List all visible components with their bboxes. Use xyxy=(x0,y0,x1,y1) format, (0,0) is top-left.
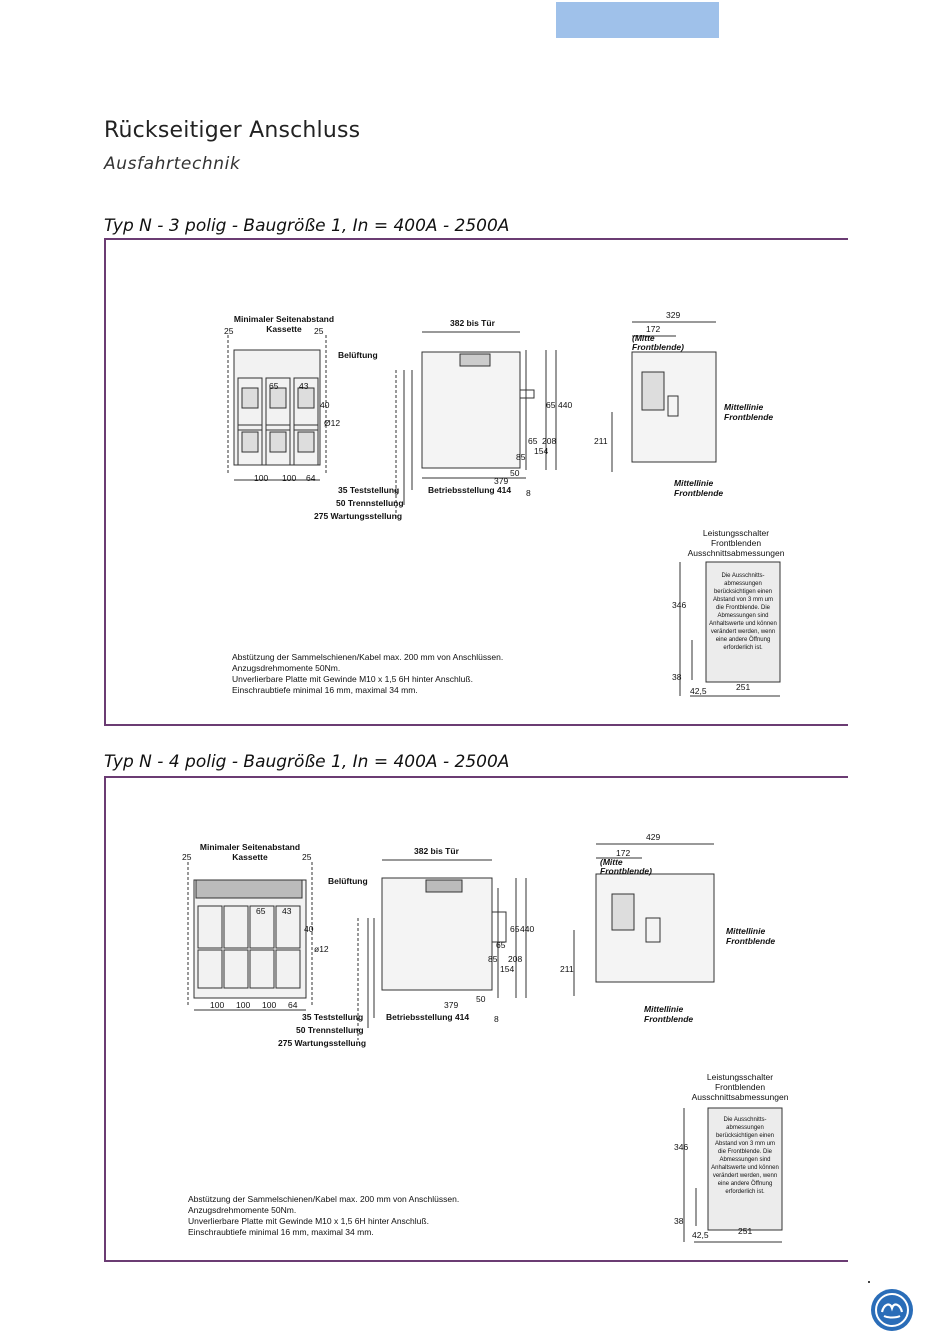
notes-4pole: Abstützung der Sammelschienen/Kabel max. 200 mm von Anschlüssen. Anzugsdrehmomente 50Nm. Unverlierbare Platte mit Gewinde M10 x 1,5 6H hinter Anschluß. Einschraubtiefe minimal 16 mm, maximal 34 mm. xyxy=(188,1194,460,1237)
gap-left-label-4: 25 xyxy=(182,852,192,862)
page-title: Rückseitiger Anschluss xyxy=(104,118,361,143)
disconnect-position-label-4: 50 Trennstellung xyxy=(296,1025,364,1035)
cutout-text: Die Ausschnitts- abmessungen berücksichtigen einen Abstand von 3 mm um die Frontblende. Die Abmessungen sind Anhaltswerte und können verändert werden, wenn eine andere Öffnung erforderlich ist. xyxy=(709,573,777,651)
cutout-text-4: Die Ausschnitts- abmessungen berücksichtigen einen Abstand von 3 mm um die Frontblende. Die Abmessungen sind Anhaltswerte und können verändert werden, wenn eine andere Öffnung erforderlich ist. xyxy=(711,1117,779,1195)
dim50-label: 50 xyxy=(510,468,520,478)
dim8-label-4: 8 xyxy=(494,1014,499,1024)
dim211-label: 211 xyxy=(594,436,608,446)
cassette-label-4: Kassette xyxy=(232,852,268,862)
vdim-154: 154 xyxy=(534,446,549,456)
dim50-label-4: 50 xyxy=(476,994,486,1004)
dim379-label: 379 xyxy=(494,476,509,486)
cutout-title-4-1: Leistungsschalter xyxy=(706,1072,774,1082)
dim329-label: 329 xyxy=(666,310,681,320)
mittellinie-bottom-label-4: Mittellinie Frontblende xyxy=(644,1004,694,1024)
mitte-front-label-4: (Mitte Frontblende) xyxy=(600,857,652,876)
diameter-label-4: ø12 xyxy=(314,944,329,954)
cutout-title-3: Ausschnittsabmessungen xyxy=(687,548,785,558)
cutout-dim-42-5-4: 42,5 xyxy=(692,1230,709,1240)
side-gap-label-4: Minimaler Seitenabstand xyxy=(199,842,301,852)
cutout-dim-251: 251 xyxy=(736,682,751,692)
door-label: 382 bis Tür xyxy=(450,318,495,328)
ge-logo-icon xyxy=(870,1288,914,1332)
vdim-65a: 65 xyxy=(528,436,538,446)
mittellinie-bottom-label: Mittellinie Frontblende xyxy=(674,478,724,498)
cutout-dim-38-4: 38 xyxy=(674,1216,684,1226)
dim43-label-4: 43 xyxy=(282,906,292,916)
vdim-154-4: 154 xyxy=(500,964,515,974)
drawing-frame-4pole xyxy=(104,776,848,1262)
vdim-440: 440 xyxy=(558,400,573,410)
dim172-label-4: 172 xyxy=(616,848,631,858)
dim379-label-4: 379 xyxy=(444,1000,459,1010)
mittellinie-right-label: Mittellinie Frontblende xyxy=(724,402,774,422)
header-tab-bar xyxy=(556,2,719,38)
pitch-label-4: 65 xyxy=(256,906,266,916)
bottom-dim-4a: 100 xyxy=(210,1000,225,1010)
ventilation-label-4: Belüftung xyxy=(328,876,368,886)
vdim-85: 85 xyxy=(516,452,526,462)
bottom-dim-1: 100 xyxy=(254,473,269,483)
cutout-dim-42-5: 42,5 xyxy=(690,686,707,696)
side-gap-label: Minimaler Seitenabstand xyxy=(233,314,335,324)
dim40-label: 40 xyxy=(320,400,330,410)
section-title-3pole: Typ N - 3 polig - Baugröße 1, In = 400A - 2500A xyxy=(104,216,510,236)
test-position-label-4: 35 Teststellung xyxy=(302,1012,364,1022)
gap-left-label: 25 xyxy=(224,326,234,336)
bottom-dim-3: 64 xyxy=(306,473,316,483)
bottom-dim-4b: 100 xyxy=(236,1000,251,1010)
door-label-4: 382 bis Tür xyxy=(414,846,459,856)
cassette-label: Kassette xyxy=(266,324,302,334)
notes-3pole: Abstützung der Sammelschienen/Kabel max. 200 mm von Anschlüssen. Anzugsdrehmomente 50Nm. Unverlierbare Platte mit Gewinde M10 x 1,5 6H hinter Anschluß. Einschraubtiefe minimal 16 mm, maximal 34 mm. xyxy=(232,652,504,695)
test-position-label: 35 Teststellung xyxy=(338,485,400,495)
vdim-208-4: 208 xyxy=(508,954,523,964)
dim8-label: 8 xyxy=(526,488,531,498)
dim211-label-4: 211 xyxy=(560,964,574,974)
vdim-85-4: 85 xyxy=(488,954,498,964)
bottom-dim-4d: 64 xyxy=(288,1000,298,1010)
cutout-dim-251-4: 251 xyxy=(738,1226,753,1236)
cutout-dim-346: 346 xyxy=(672,600,687,610)
bottom-dim-2: 100 xyxy=(282,473,297,483)
cutout-dim-38: 38 xyxy=(672,672,682,682)
vdim-440-4: 440 xyxy=(520,924,535,934)
page-dot xyxy=(868,1281,870,1283)
service-position-label-4: 275 Wartungsstellung xyxy=(278,1038,367,1048)
cutout-title-4-3: Ausschnittsabmessungen xyxy=(691,1092,789,1102)
dim40-label-4: 40 xyxy=(304,924,314,934)
disconnect-position-label: 50 Trennstellung xyxy=(336,498,404,508)
diameter-label: Ø12 xyxy=(324,418,341,428)
section-title-4pole: Typ N - 4 polig - Baugröße 1, In = 400A - 2500A xyxy=(104,752,510,772)
dim429-label: 429 xyxy=(646,832,661,842)
mittellinie-right-label-4: Mittellinie Frontblende xyxy=(726,926,776,946)
bottom-dim-4c: 100 xyxy=(262,1000,277,1010)
gap-right-label: 25 xyxy=(314,326,324,336)
cutout-title-1: Leistungsschalter xyxy=(702,528,770,538)
vdim-65b: 65 xyxy=(546,400,556,410)
service-position-label: 275 Wartungsstellung xyxy=(314,511,403,521)
ventilation-label: Belüftung xyxy=(338,350,378,360)
cutout-title-2: Frontblenden xyxy=(710,538,762,548)
operating-position-label-4: Betriebsstellung 414 xyxy=(386,1012,470,1022)
vdim-65a-4: 65 xyxy=(496,940,506,950)
dim172-label: 172 xyxy=(646,324,661,334)
page-subtitle: Ausfahrtechnik xyxy=(104,154,241,174)
cutout-title-4-2: Frontblenden xyxy=(714,1082,766,1092)
pitch-label: 65 xyxy=(269,381,279,391)
gap-right-label-4: 25 xyxy=(302,852,312,862)
mitte-front-label: (Mitte Frontblende) xyxy=(632,333,684,352)
cutout-dim-346-4: 346 xyxy=(674,1142,689,1152)
dim43-label: 43 xyxy=(299,381,309,391)
vdim-208: 208 xyxy=(542,436,557,446)
drawing-frame-3pole xyxy=(104,238,848,726)
vdim-65b-4: 65 xyxy=(510,924,520,934)
operating-position-label: Betriebsstellung 414 xyxy=(428,485,512,495)
